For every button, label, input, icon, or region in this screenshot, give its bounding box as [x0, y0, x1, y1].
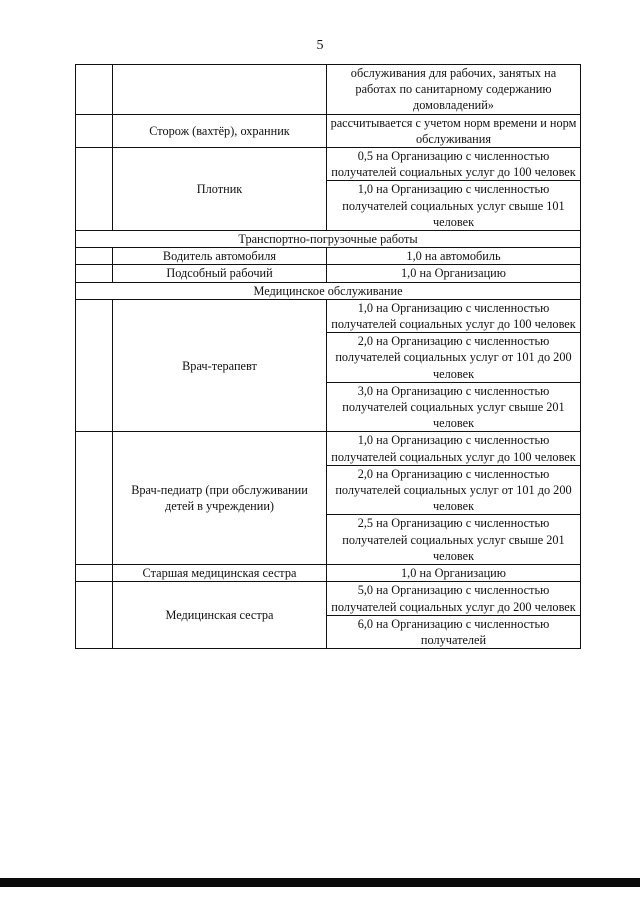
position-cell: Подсобный рабочий [113, 265, 327, 282]
number-cell [76, 299, 113, 432]
position-cell [113, 65, 327, 115]
norm-cell: 2,5 на Организацию с численностью получателей социальных услуг свыше 201 человек [327, 515, 581, 565]
position-cell: Врач-терапевт [113, 299, 327, 432]
section-heading: Медицинское обслуживание [76, 282, 581, 299]
norm-cell: рассчитывается с учетом норм времени и норм обслуживания [327, 114, 581, 147]
number-cell [76, 248, 113, 265]
norm-cell: 5,0 на Организацию с численностью получателей социальных услуг до 200 человек [327, 582, 581, 615]
section-row [76, 231, 581, 248]
scan-edge-bar [0, 878, 640, 887]
number-cell [76, 148, 113, 231]
table-row [76, 114, 581, 147]
norm-cell: 1,0 на Организацию [327, 565, 581, 582]
table-row [76, 148, 581, 181]
table-row [76, 432, 581, 465]
norm-cell: 1,0 на автомобиль [327, 248, 581, 265]
section-heading: Транспортно-погрузочные работы [76, 231, 581, 248]
table-row [76, 565, 581, 582]
norm-cell: обслуживания для рабочих, занятых на работах по санитарному содержанию домовладений» [327, 65, 581, 115]
number-cell [76, 265, 113, 282]
table-row [76, 299, 581, 332]
number-cell [76, 565, 113, 582]
norm-cell: 1,0 на Организацию с численностью получателей социальных услуг до 100 человек [327, 432, 581, 465]
norm-cell: 2,0 на Организацию с численностью получателей социальных услуг от 101 до 200 человек [327, 465, 581, 515]
norm-cell: 1,0 на Организацию [327, 265, 581, 282]
table-row [76, 582, 581, 615]
norm-cell: 1,0 на Организацию с численностью получателей социальных услуг до 100 человек [327, 299, 581, 332]
number-cell [76, 582, 113, 649]
position-cell: Водитель автомобиля [113, 248, 327, 265]
norm-cell: 2,0 на Организацию с численностью получателей социальных услуг от 101 до 200 человек [327, 333, 581, 383]
section-row [76, 282, 581, 299]
page-number: 5 [316, 38, 324, 53]
position-cell: Старшая медицинская сестра [113, 565, 327, 582]
norm-cell: 6,0 на Организацию с численностью получателей [327, 615, 581, 648]
norm-cell: 1,0 на Организацию с численностью получателей социальных услуг свыше 101 человек [327, 181, 581, 231]
position-cell: Медицинская сестра [113, 582, 327, 649]
position-cell: Врач-педиатр (при обслуживании детей в учреждении) [113, 432, 327, 565]
table-row [76, 65, 581, 115]
table-row [76, 248, 581, 265]
position-cell: Плотник [113, 148, 327, 231]
number-cell [76, 65, 113, 115]
staffing-norms-table [75, 64, 581, 649]
number-cell [76, 432, 113, 565]
number-cell [76, 114, 113, 147]
position-cell: Сторож (вахтёр), охранник [113, 114, 327, 147]
norm-cell: 3,0 на Организацию с численностью получателей социальных услуг свыше 201 человек [327, 382, 581, 432]
norm-cell: 0,5 на Организацию с численностью получателей социальных услуг до 100 человек [327, 148, 581, 181]
table-row [76, 265, 581, 282]
